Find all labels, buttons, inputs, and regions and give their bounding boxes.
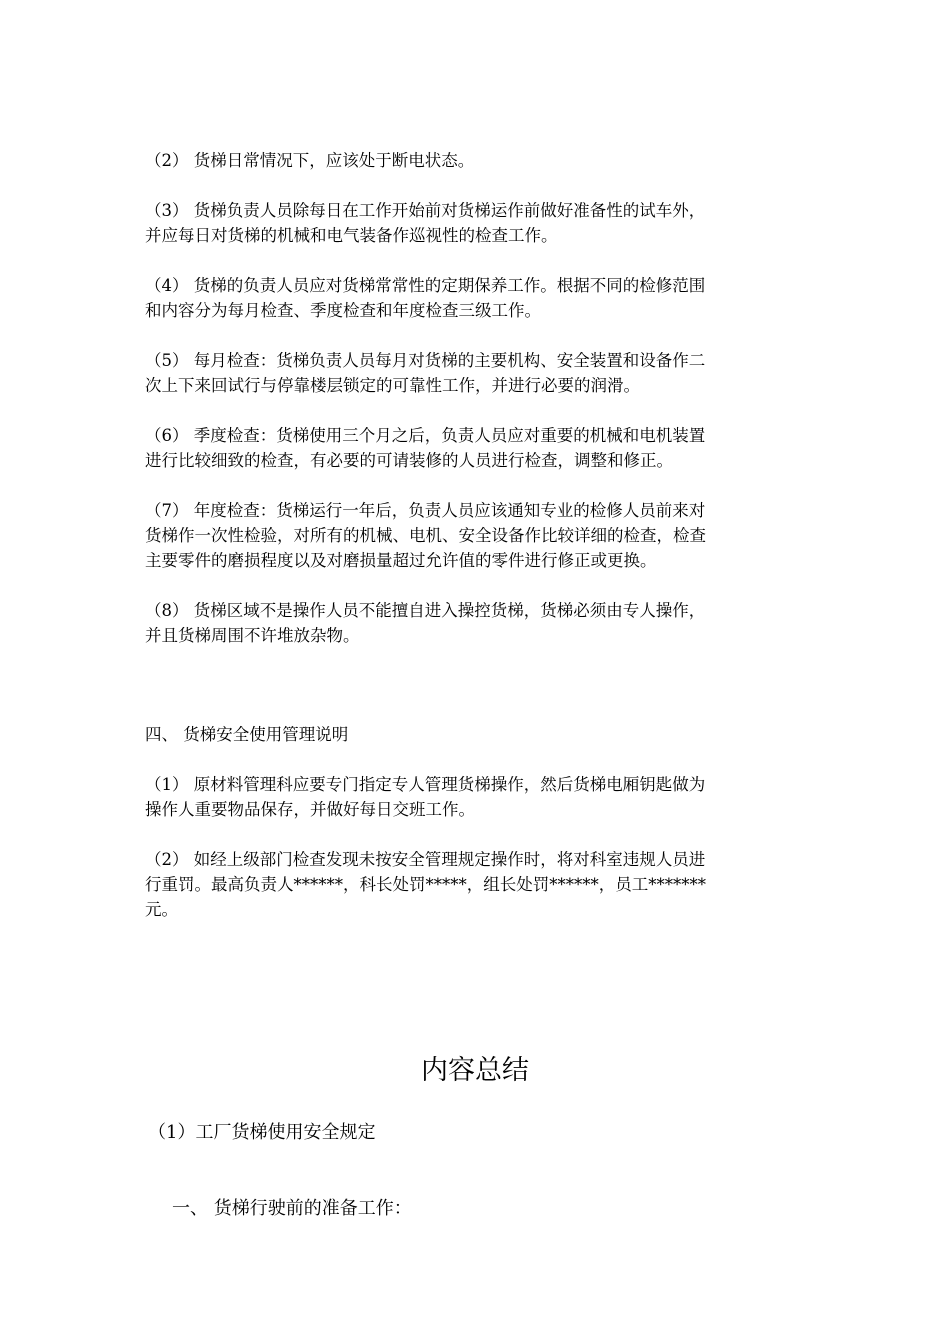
rule-7-line-3: 主要零件的磨损程度以及对磨损量超过允许值的零件进行修正或更换。 [145, 551, 657, 570]
section-4-heading: 四、 货梯安全使用管理说明 [145, 725, 349, 744]
summary-item-1: （1）工厂货梯使用安全规定 [148, 1122, 376, 1143]
section-4-item-2-line-1: （2） 如经上级部门检查发现未按安全管理规定操作时，将对科室违规人员进 [145, 850, 706, 869]
section-4-item-1-line-2: 操作人重要物品保存，并做好每日交班工作。 [145, 800, 475, 819]
rule-2 [145, 148, 800, 173]
section-4-item-1-line-1: （1） 原材料管理科应要专门指定专人管理货梯操作，然后货梯电厢钥匙做为 [145, 775, 706, 794]
rule-6 [145, 423, 800, 473]
rule-7-line-1: （7） 年度检查：货梯运行一年后，负责人员应该通知专业的检修人员前来对 [145, 501, 706, 520]
rule-3-line-1: （3） 货梯负责人员除每日在工作开始前对货梯运作前做好准备性的试车外， [145, 201, 706, 220]
rule-6-line-2: 进行比较细致的检查，有必要的可请装修的人员进行检查，调整和修正。 [145, 451, 673, 470]
rule-4-line-1: （4） 货梯的负责人员应对货梯常常性的定期保养工作。根据不同的检修范围 [145, 276, 706, 295]
section-4-item-2-line-3: 元。 [145, 900, 178, 919]
rule-8-line-1: （8） 货梯区域不是操作人员不能擅自进入操控货梯，货梯必须由专人操作， [145, 601, 706, 620]
rule-4 [145, 273, 800, 323]
rule-8-line-2: 并且货梯周围不许堆放杂物。 [145, 626, 360, 645]
rule-8 [145, 598, 800, 648]
rule-5-line-1: （5） 每月检查：货梯负责人员每月对货梯的主要机构、安全装置和设备作二 [145, 351, 706, 370]
summary-title: 内容总结 [421, 1055, 529, 1086]
rule-4-line-2: 和内容分为每月检查、季度检查和年度检查三级工作。 [145, 301, 541, 320]
section-4-item-1 [145, 772, 800, 822]
section-4-item-2 [145, 847, 800, 922]
rule-3-line-2: 并应每日对货梯的机械和电气装备作巡视性的检查工作。 [145, 226, 558, 245]
rule-3 [145, 198, 800, 248]
rule-5 [145, 348, 800, 398]
rule-7 [145, 498, 800, 573]
rule-5-line-2: 次上下来回试行与停靠楼层锁定的可靠性工作，并进行必要的润滑。 [145, 376, 640, 395]
rule-2-line-1: （2） 货梯日常情况下，应该处于断电状态。 [145, 151, 475, 170]
section-4-item-2-line-2: 行重罚。最高负责人******，科长处罚*****，组长处罚******，员工******* [145, 875, 706, 894]
rule-6-line-1: （6） 季度检查：货梯使用三个月之后，负责人员应对重要的机械和电机装置 [145, 426, 706, 445]
summary-item-2: 一、 货梯行驶前的准备工作： [172, 1198, 412, 1219]
rule-7-line-2: 货梯作一次性检验，对所有的机械、电机、安全设备作比较详细的检查，检查 [145, 526, 706, 545]
